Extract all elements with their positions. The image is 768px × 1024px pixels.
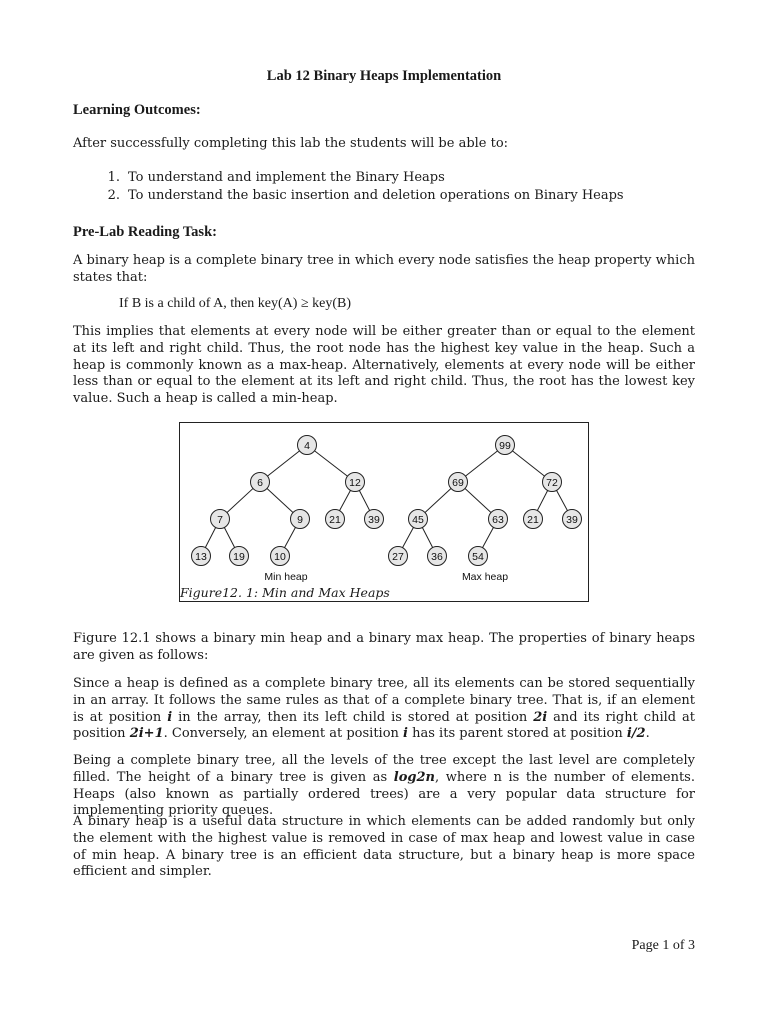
max-heap-node-label: 45 (412, 513, 424, 526)
body-paragraph-3: Being a complete binary tree, all the levels of the tree except the last level are completely filled. The height of a binary tree is given as log2n, where n is the number of elements. Heaps (also known as partially ordered trees) are a very popular data structure for implementing priority queues. (73, 753, 695, 819)
min-heap-node-label: 21 (329, 513, 341, 526)
max-heap-node-label: 69 (452, 476, 464, 489)
min-heap-node-label: 39 (368, 513, 380, 526)
max-heap-node (496, 436, 515, 455)
list-item-number: 2. (107, 187, 120, 203)
prelab-paragraph-1: A binary heap is a complete binary tree in which every node satisfies the heap property which states that: (73, 253, 695, 285)
page-number: Page 1 of 3 (631, 938, 695, 953)
max-heap-node-label: 36 (431, 550, 443, 563)
max-heap-node-label: 27 (392, 550, 404, 563)
min-heap-node-label: 10 (274, 550, 286, 563)
min-heap-node (326, 510, 345, 529)
min-heap-node (291, 510, 310, 529)
max-heap-node (489, 510, 508, 529)
max-heap-node-label: 39 (566, 513, 578, 526)
min-heap-node (346, 473, 365, 492)
max-heap-node (543, 473, 562, 492)
min-heap-node-label: 19 (233, 550, 245, 563)
max-heap-label: Max heap (461, 571, 509, 583)
max-heap-node (389, 547, 408, 566)
max-heap-node (449, 473, 468, 492)
max-heap-node (524, 510, 543, 529)
min-heap-node (298, 436, 317, 455)
list-item (73, 169, 624, 187)
learning-outcomes-list (73, 169, 624, 204)
min-heap-node (365, 510, 384, 529)
heaps-diagram (180, 423, 590, 603)
figure-caption: Figure12. 1: Min and Max Heaps (180, 585, 390, 600)
list-item (73, 187, 624, 205)
min-heap-node (251, 473, 270, 492)
min-heap-node (192, 547, 211, 566)
max-heap-node-label: 72 (546, 476, 558, 489)
max-heap-node (409, 510, 428, 529)
min-heap-node (211, 510, 230, 529)
prelab-paragraph-2: This implies that elements at every node will be either greater than or equal to the element at its left and right child. Thus, the root node has the highest key value in the heap. Such a heap is commonly known as a max-heap. Alternatively, elements at every node will be either less than or equal to the element at its left and right child. Thus, the root has the lowest key value. Such a heap is called a min-heap. (73, 324, 695, 407)
min-heap-label: Min heap (264, 571, 308, 583)
max-heap-node-label: 54 (472, 550, 484, 563)
min-heap-node-label: 4 (304, 439, 310, 452)
document-title: Lab 12 Binary Heaps Implementation (266, 68, 502, 84)
list-item-text: To understand and implement the Binary Heaps (128, 170, 445, 185)
heap-property-formula: If B is a child of A, then key(A) ≥ key(B) (119, 296, 352, 311)
heaps-figure (179, 422, 589, 602)
prelab-heading: Pre-Lab Reading Task: (73, 224, 217, 240)
body-paragraph-4: A binary heap is a useful data structure in which elements can be added randomly but only the element with the highest value is removed in case of max heap and lowest value in case of min heap. A binary tree is an efficient data structure, but a binary heap is more space efficient and simpler. (73, 814, 695, 880)
min-heap-node-label: 6 (257, 476, 263, 489)
list-item-number: 1. (107, 170, 120, 185)
max-heap-node-label: 99 (499, 439, 511, 452)
max-heap-node (469, 547, 488, 566)
body-paragraph-1: Figure 12.1 shows a binary min heap and a binary max heap. The properties of binary heaps are given as follows: (73, 631, 695, 663)
min-heap-node-label: 7 (217, 513, 223, 526)
list-item-text: To understand the basic insertion and deletion operations on Binary Heaps (128, 187, 624, 203)
min-heap-node-label: 13 (195, 550, 207, 563)
min-heap-node (230, 547, 249, 566)
body-paragraph-2: Since a heap is defined as a complete binary tree, all its elements can be stored sequentially in an array. It follows the same rules as that of a complete binary tree. That is, if an element is at position i in the array, then its left child is stored at position 2i and its right child at position 2i+1. Conversely, an element at position i has its parent stored at position i/2. (73, 676, 696, 742)
max-heap-node-label: 63 (492, 513, 504, 526)
min-heap-node-label: 9 (297, 513, 303, 526)
learning-outcomes-intro: After successfully completing this lab the students will be able to: (73, 136, 509, 151)
max-heap-node-label: 21 (527, 513, 539, 526)
max-heap-node (563, 510, 582, 529)
min-heap-node (271, 547, 290, 566)
max-heap-node (428, 547, 447, 566)
min-heap-node-label: 12 (349, 476, 361, 489)
learning-outcomes-heading: Learning Outcomes: (73, 102, 201, 118)
